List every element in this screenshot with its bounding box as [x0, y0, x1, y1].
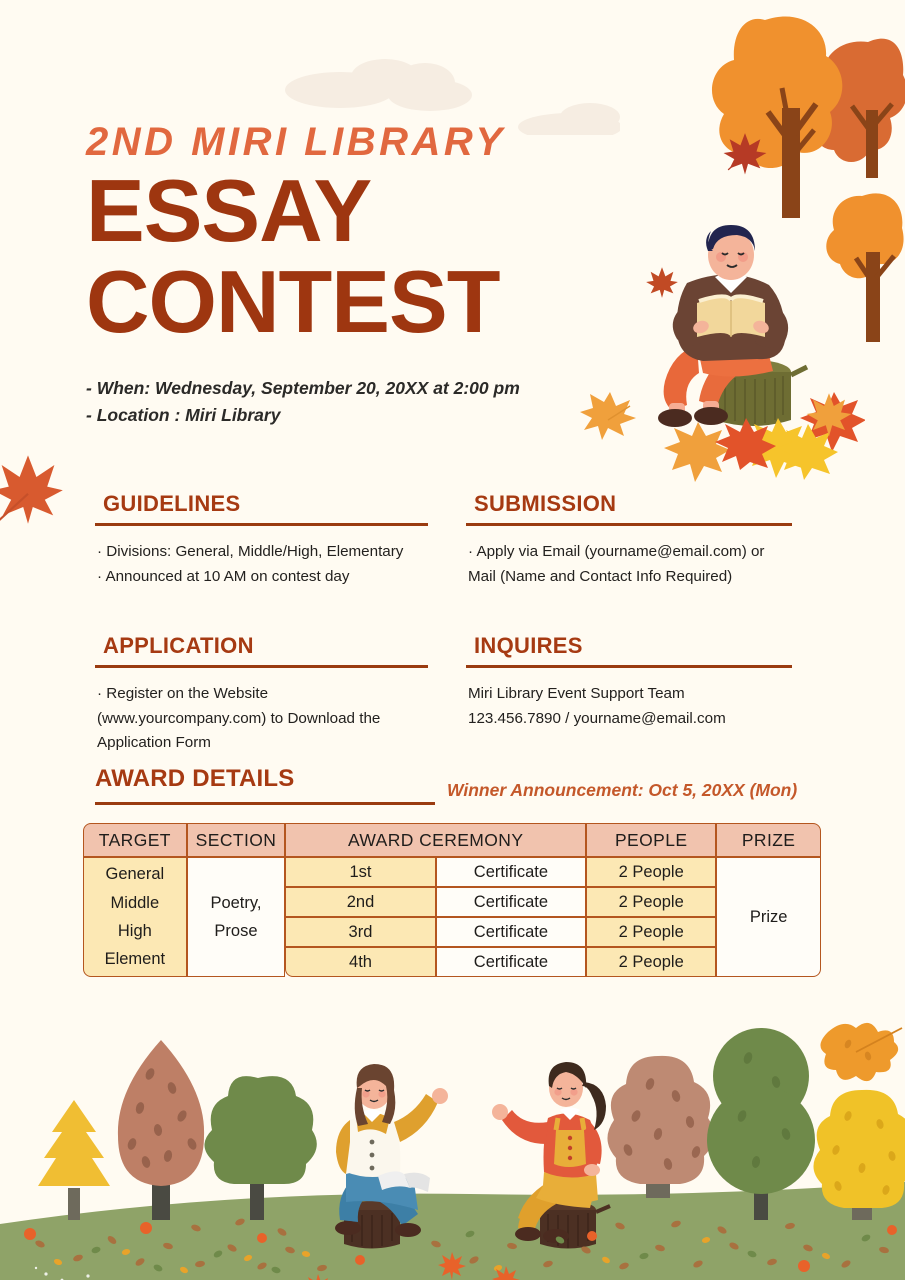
page-title-line2: CONTEST [86, 252, 500, 352]
tree-teardrop-brown [118, 1040, 204, 1220]
section-submission-title: SUBMISSION [474, 491, 617, 516]
award-table [83, 823, 821, 977]
table-cell-rank: 2nd [285, 887, 435, 917]
section-inquires-title: INQUIRES [474, 633, 583, 658]
table-cell-section [187, 857, 286, 977]
section-award-details [95, 765, 435, 805]
table-cell-people: 2 People [586, 947, 716, 977]
table-header-row [83, 823, 821, 857]
section-submission-body [466, 540, 792, 589]
table-cell-people: 2 People [586, 857, 716, 887]
header-kicker: 2ND MIRI LIBRARY [86, 120, 506, 164]
section-divider [95, 665, 428, 668]
section-submission [466, 492, 792, 589]
table-cell-award: Certificate [436, 947, 586, 977]
table-cell-award: Certificate [436, 917, 586, 947]
poster-header [86, 122, 646, 430]
section-application-title: APPLICATION [103, 633, 254, 658]
inquires-line-1: Miri Library Event Support Team [468, 685, 685, 703]
table-cell-rank: 3rd [285, 917, 435, 947]
section-inquires-body [466, 682, 792, 731]
table-cell-people: 2 People [586, 887, 716, 917]
table-cell-people: 2 People [586, 917, 716, 947]
section-guidelines [95, 492, 428, 589]
section-divider [466, 665, 792, 668]
table-header-section: SECTION [187, 823, 286, 857]
section-guidelines-title: GUIDELINES [103, 491, 241, 516]
table-cell-target [83, 857, 187, 977]
maple-leaf-icon [0, 450, 64, 528]
oak-leaf-icon [820, 1023, 902, 1081]
application-line-3: Application Form [97, 734, 211, 752]
table-header-people: PEOPLE [586, 823, 716, 857]
tree-pine [38, 1100, 110, 1220]
event-location: - Location : Miri Library [86, 405, 281, 426]
guidelines-line-2: · Announced at 10 AM on contest day [97, 567, 350, 585]
target-line-1: General [105, 865, 165, 884]
inquires-line-2: 123.456.7890 / yourname@email.com [468, 709, 726, 727]
table-cell-prize: Prize [716, 857, 821, 977]
page-title-line1: ESSAY [86, 161, 372, 260]
submission-line-1: · Apply via Email (yourname@email.com) or [468, 543, 765, 561]
section-divider [95, 523, 428, 526]
illustration-person-reading [625, 215, 840, 465]
target-line-4: Element [104, 950, 166, 969]
illustration-bottom-scene [0, 1012, 905, 1280]
table-row [83, 857, 821, 887]
guidelines-line-1: · Divisions: General, Middle/High, Elementary [97, 543, 404, 561]
table-cell-rank: 4th [285, 947, 435, 977]
tree-bushy-brown [607, 1056, 714, 1198]
submission-line-2: Mail (Name and Contact Info Required) [468, 567, 733, 585]
application-line-2: (www.yourcompany.com) to Download the [97, 709, 381, 727]
tree-bushy-yellow [813, 1090, 905, 1220]
table-cell-award: Certificate [436, 887, 586, 917]
target-line-3: High [117, 922, 152, 940]
section-divider [95, 802, 435, 805]
table-header-award-ceremony: AWARD CEREMONY [285, 823, 586, 857]
event-meta [86, 375, 646, 430]
target-line-2: Middle [110, 893, 160, 912]
table-cell-award: Certificate [436, 857, 586, 887]
award-details-title: AWARD DETAILS [95, 765, 295, 792]
table-cell-rank: 1st [285, 857, 435, 887]
section-guidelines-body [95, 540, 428, 589]
section-line-2: Prose [214, 922, 258, 940]
table-header-target: TARGET [83, 823, 187, 857]
section-application [95, 634, 428, 756]
section-inquires [466, 634, 792, 731]
event-when: - When: Wednesday, September 20, 20XX at 2:00 pm [86, 377, 520, 398]
winner-announcement: Winner Announcement: Oct 5, 20XX (Mon) [447, 780, 798, 800]
section-divider [466, 523, 792, 526]
section-application-body [95, 682, 428, 756]
table-header-prize: PRIZE [716, 823, 821, 857]
application-line-1: · Register on the Website [97, 685, 269, 703]
section-line-1: Poetry, [210, 893, 262, 912]
